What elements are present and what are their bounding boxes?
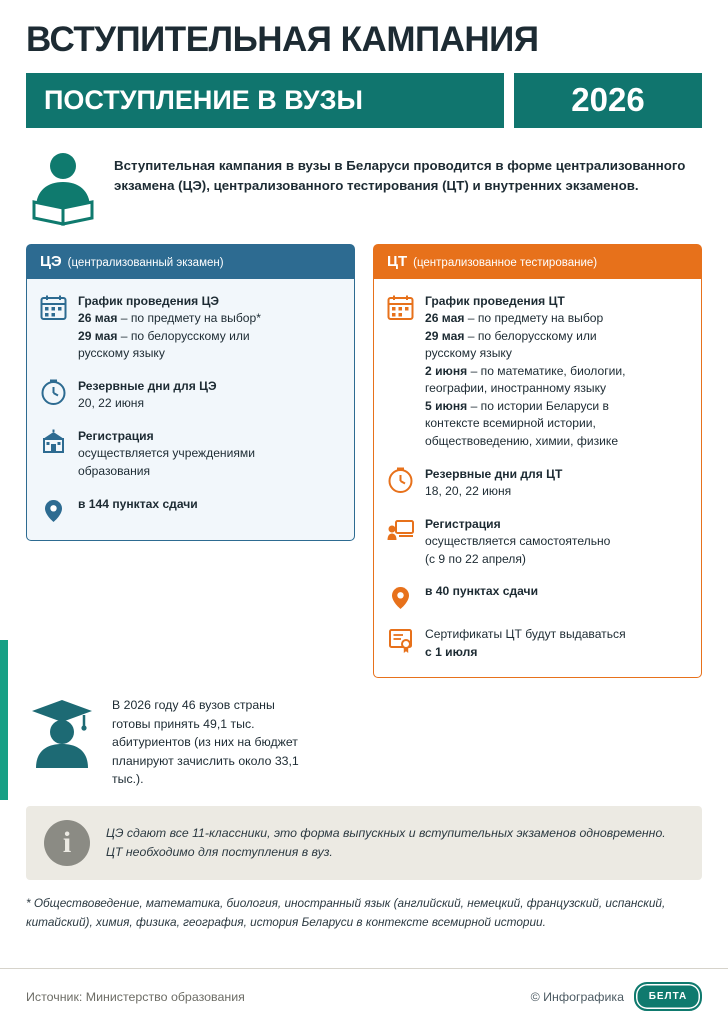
column-ce-body [26, 279, 355, 541]
text-line: – по предмету на выбор* [117, 311, 261, 326]
list-item-text [78, 293, 261, 363]
subtitle-banner: ПОСТУПЛЕНИЕ В ВУЗЫ [26, 73, 504, 128]
intro-text: Вступительная кампания в вузы в Беларуси проводится в форме централизованного экзамена (ЦЭ), централизованного тестирования (ЦТ) и внутренних экзаменов. [114, 157, 686, 193]
text-line: 26 мая [78, 311, 118, 326]
text-line: 5 июня [425, 398, 468, 413]
text-line: готовы принять 49,1 тыс. [112, 716, 255, 731]
calendar-icon [387, 294, 414, 321]
text-line: – по белорусскому или [117, 328, 250, 343]
list-item [40, 496, 341, 524]
clock-icon [387, 467, 414, 494]
text-line: В 2026 году 46 вузов страны [112, 698, 275, 713]
clock-icon [40, 379, 67, 406]
graduate-icon [26, 694, 98, 768]
school-building-icon [40, 429, 67, 456]
text-line: 18, 20, 22 июня [425, 484, 512, 499]
copyright-block [531, 982, 702, 1011]
text-line: Резервные дни для ЦЭ [78, 378, 217, 393]
text-line: абитуриентов (из них на [112, 735, 252, 750]
text-line: 26 мая [425, 311, 465, 326]
text-line: всемирной истории. [431, 914, 546, 929]
column-ce [26, 244, 355, 541]
column-ct [373, 244, 702, 679]
list-item-text [425, 626, 626, 661]
copyright-label: © Инфографика [530, 989, 624, 1004]
list-item-text [425, 583, 538, 601]
text-line: График проведения ЦЭ [78, 293, 220, 308]
list-item [40, 378, 341, 413]
text-line: 20, 22 июня [78, 396, 145, 411]
certificate-icon [387, 627, 414, 654]
text-line: с 1 июля [425, 644, 478, 659]
text-line: русскому языку [78, 346, 165, 361]
text-line: График проведения ЦТ [425, 293, 565, 308]
list-item-text [78, 378, 217, 413]
note-text [106, 824, 684, 862]
text-line: в 40 пунктах сдачи [425, 584, 539, 599]
text-line: около 33,1 тыс.). [112, 753, 299, 786]
text-line: обществоведению, химии, физике [425, 434, 619, 448]
info-icon: i [44, 820, 90, 866]
location-pin-icon [387, 584, 414, 611]
list-item-text [78, 496, 198, 514]
calendar-icon [40, 294, 67, 321]
list-item [40, 428, 341, 481]
text-line: осуществляется самостоятельно [425, 534, 611, 549]
text-line: Регистрация [425, 516, 501, 531]
column-ct-subtitle: (централизованное тестирование) [413, 256, 598, 269]
intro-block [0, 128, 728, 226]
text-line: 29 мая [425, 328, 465, 343]
text-line: * Обществоведение, математика, биология, иностранный язык (английский, немецкий, [26, 896, 524, 911]
footer [0, 968, 728, 1024]
list-item-text [425, 466, 562, 501]
column-ct-title: ЦТ [387, 252, 408, 270]
text-line: экзаменов одновременно. ЦТ необходимо для поступления в вуз. [106, 826, 666, 860]
text-line: русскому языку [425, 346, 512, 361]
header [0, 0, 728, 128]
text-line: ЦЭ сдают все 11-классники, это форма выпускных и вступительных [106, 826, 514, 841]
column-ce-subtitle: (централизованный экзамен) [67, 256, 224, 269]
text-line: 2 июня [425, 363, 468, 378]
text-line: – по истории Беларуси в [467, 398, 609, 413]
footnote [0, 880, 728, 931]
text-line: – по белорусскому или [464, 328, 597, 343]
text-line: географии, иностранному языку [425, 381, 607, 396]
location-pin-icon [40, 497, 67, 524]
column-ct-body [373, 279, 702, 679]
list-item [387, 516, 688, 569]
text-line: французский, испанский, китайский), химия, физика, география, история Беларуси в контексте [26, 896, 666, 929]
computer-registration-icon [387, 517, 414, 544]
graduate-block [0, 678, 340, 788]
note-band [26, 806, 702, 880]
exam-columns [0, 226, 728, 679]
list-item [40, 293, 341, 363]
column-ct-header [373, 244, 702, 279]
list-item-text [425, 516, 610, 569]
list-item [387, 293, 688, 451]
text-line: образования [78, 464, 151, 478]
page-title: ВСТУПИТЕЛЬНАЯ КАМПАНИЯ [26, 20, 539, 59]
text-line: – по предмету на выбор [464, 311, 604, 326]
text-line: – по математике, биологии, [467, 363, 626, 378]
text-line: осуществляется учреждениями [78, 446, 255, 461]
person-reading-book-icon [26, 150, 100, 226]
list-item [387, 626, 688, 661]
list-item-text [425, 293, 626, 451]
text-line: (с 9 по 22 апреля) [425, 551, 526, 566]
left-accent-bar [0, 640, 8, 800]
graduate-text [112, 694, 314, 788]
list-item [387, 583, 688, 611]
list-item [387, 466, 688, 501]
column-ce-header [26, 244, 355, 279]
text-line: 29 мая [78, 328, 118, 343]
text-line: бюджет планируют зачислить [112, 735, 298, 768]
text-line: контексте всемирной истории, [425, 416, 596, 431]
belta-logo: БЕЛТА [634, 982, 702, 1011]
title-row [26, 73, 702, 128]
column-ce-title: ЦЭ [40, 252, 62, 270]
text-line: Резервные дни для ЦТ [425, 466, 563, 481]
list-item-text [78, 428, 255, 481]
text-line: Сертификаты ЦТ будут выдаваться [425, 627, 626, 642]
text-line: Регистрация [78, 428, 154, 443]
source-label: Источник: Министерство образования [26, 989, 245, 1004]
text-line: в 144 пунктах сдачи [78, 496, 198, 511]
year-badge: 2026 [514, 73, 702, 128]
